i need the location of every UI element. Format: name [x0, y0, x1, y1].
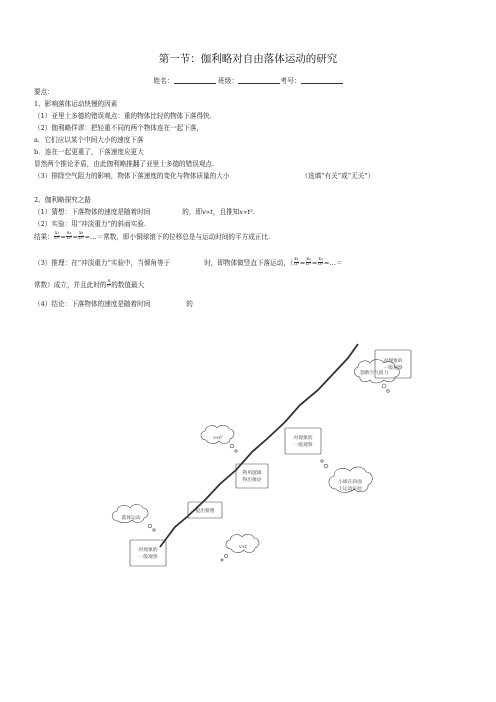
- s1-line-paradox: （2）伽利略佯谬：把轻重不同的两个物体连在一起下落，: [34, 124, 204, 132]
- cloud-air-text: 忽略空气阻力: [359, 371, 389, 376]
- s2-line-reasoning: （3）推理：在“冲淡重力”实验中，当倾角等于 时，即物体做竖直下落运动，（ $\frac{\text{x₁}}{\text{t₁²}}$ = $\frac{\text{x₂}}{\text{t₂²}}$ = $\frac{\text{x₃}}{\text{t₃²}}$ =…＝: [34, 257, 343, 268]
- s1-l4-hint: （选填“有关”或“无关”）: [301, 172, 375, 180]
- staircase-line: [160, 344, 358, 547]
- section1-heading: 1、影响落体运动快慢的因素: [34, 100, 118, 108]
- fraction-x2-t2: $\frac{\text{x₂}}{\text{t₂²}}$: [66, 231, 72, 242]
- logic-box: [236, 464, 268, 488]
- fraction-x3-t3-b: $\frac{\text{x₃}}{\text{t₃²}}$: [317, 257, 324, 268]
- name-label: 姓名：: [153, 77, 174, 85]
- cloud-slope-text-2: 上运动实验: [338, 487, 362, 492]
- s2-l1-period: .: [252, 208, 255, 216]
- logic-text-1: 利用逻辑: [242, 471, 262, 476]
- page-title: 第一节：伽利略对自由落体运动的研究: [158, 53, 338, 65]
- s2-l6-text: （4）结论：下落物体的速度是随着时间: [34, 300, 151, 308]
- s2-l1-formula2: x∝t²: [239, 208, 253, 216]
- obs2-text-2: 一般观察: [293, 443, 313, 448]
- cloud-slope-text-1: 小球在斜面: [338, 480, 362, 485]
- s2-l4-tail: =…＝: [323, 258, 343, 267]
- s2-l4-text: （3）推理：在“冲淡重力”实验中，当倾角等于: [34, 258, 171, 267]
- s2-l4-text2: 时，即物体做竖直下落运动，（: [204, 258, 294, 267]
- points-label: 要点：: [34, 88, 54, 96]
- obs1-text-2: 一般观察: [138, 555, 158, 560]
- s2-l1-formula1: v∝t: [202, 208, 213, 216]
- s2-l5-text2: 的数值最大: [111, 280, 145, 289]
- observation-box-1: [130, 540, 166, 566]
- cloud-vt2-text: v∝t²: [213, 436, 223, 441]
- s1-line-conclusion: 显然两个推论矛盾，由此伽利略推翻了亚里士多德的错误观点.: [34, 160, 215, 168]
- class-label: 班级：: [217, 77, 239, 85]
- guess-text: 提出猜想: [195, 509, 215, 514]
- cloud-vt-text: v∝t: [239, 545, 247, 550]
- s1-line-aristotle: （1）亚里士多德的错误观点：重的物体比轻的物体下落得快.: [34, 112, 212, 120]
- observation-box-2: [285, 428, 321, 454]
- fraction-x1-t1-b: $\frac{\text{x₁}}{\text{t₁²}}$: [293, 257, 300, 268]
- s2-line-experiment: （2）实验：用“冲淡重力”的斜面实验.: [34, 220, 146, 228]
- s2-result-label: 结果：: [34, 232, 54, 241]
- fraction-x1-t1: $\frac{\text{x₁}}{\text{t₁²}}$: [54, 231, 60, 242]
- cloud-fall-text: 落体运动: [121, 516, 141, 521]
- s2-l1-text2: 的，即: [182, 208, 203, 216]
- logic-text-2: 得出推论: [242, 478, 262, 483]
- s2-l1-text: （1）猜想：下落物体的速度是随着时间: [34, 208, 151, 216]
- fraction-x3-t3: $\frac{\text{x₃}}{\text{t₃²}}$: [78, 231, 84, 242]
- s1-line-a: a．它们应以某个中间大小的速度下落: [34, 136, 144, 144]
- fraction-x2-t2-b: $\frac{\text{x₂}}{\text{t₂²}}$: [305, 257, 312, 268]
- s2-l6-text2: 的: [186, 300, 193, 308]
- s2-l5-text: 常数）成立，并且此时的: [34, 280, 107, 289]
- obs3-text-2: 一般观察: [383, 366, 403, 371]
- obs1-text-1: 对现象的: [138, 548, 158, 553]
- s2-result-text: =…＝常数，即小铜球滚下的位移总是与运动时间的平方成正比.: [84, 232, 271, 241]
- s1-line-b: b．连在一起更重了，下落速度应更大: [34, 148, 144, 156]
- fraction-x-t2: $\frac{x}{\text{t²}}$: [107, 279, 111, 290]
- obs3-text-1: 对现象的: [383, 359, 403, 364]
- id-label: 考号：: [280, 77, 301, 85]
- s2-line-result: 结果： $\frac{\text{x₁}}{\text{t₁²}}$ = $\frac{\text{x₂}}{\text{t₂²}}$ = $\frac{\text{x₃}}{\text{t₃²}}$ =…＝常数，即小铜球滚下的位移总是与运动时间的平方成正比.: [34, 231, 271, 242]
- s1-l4-text: （3）排除空气阻力的影响，物体下落速度的变化与物体质量的大小: [34, 172, 230, 180]
- s2-l1-text3: ，且推知: [212, 208, 240, 216]
- obs2-text-1: 对现象的: [293, 436, 313, 441]
- section2-heading: 2、伽利略探究之路: [34, 196, 91, 204]
